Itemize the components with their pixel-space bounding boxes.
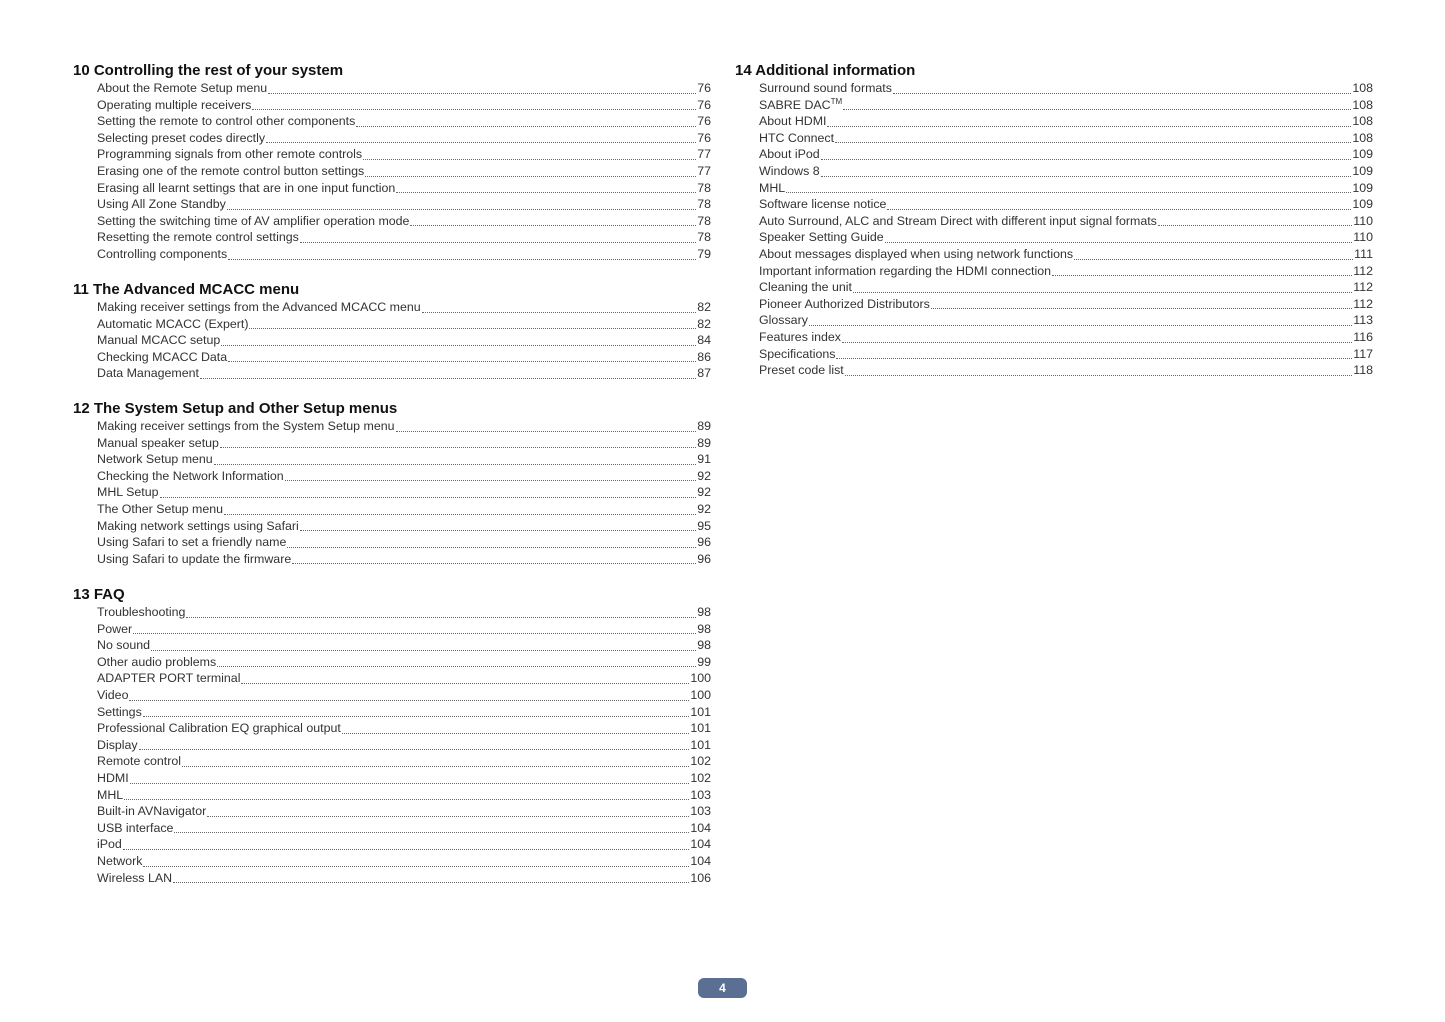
section-heading[interactable]: 14 Additional information <box>735 62 916 79</box>
entry-page-number: 98 <box>697 621 711 636</box>
toc-section <box>73 400 711 567</box>
entry-title: Wireless LAN <box>97 870 173 885</box>
entry-page-number: 113 <box>1353 313 1373 328</box>
dot-leader <box>182 766 689 767</box>
entry-title: No sound <box>97 638 151 653</box>
entry-page-number: 108 <box>1352 130 1373 145</box>
entry-page-number: 112 <box>1353 263 1373 278</box>
entry-title: Setting the remote to control other components <box>97 114 356 129</box>
toc-entry[interactable] <box>97 435 711 452</box>
entry-page-number: 77 <box>697 163 711 178</box>
entry-page-number: 91 <box>697 452 711 467</box>
toc-entry[interactable] <box>97 654 711 671</box>
toc-entry[interactable] <box>97 770 711 787</box>
entry-title: Using Safari to update the firmware <box>97 551 292 566</box>
dot-leader <box>845 375 1353 376</box>
dot-leader <box>786 192 1351 193</box>
toc-entry[interactable] <box>759 97 1373 114</box>
entry-page-number: 76 <box>697 114 711 129</box>
dot-leader <box>217 666 696 667</box>
dot-leader <box>224 514 696 515</box>
entry-page-number: 92 <box>697 501 711 516</box>
toc-entry[interactable] <box>97 720 711 737</box>
entry-title: Built-in AVNavigator <box>97 804 207 819</box>
entry-title: Glossary <box>759 313 808 328</box>
entry-title: Resetting the remote control settings <box>97 230 299 245</box>
toc-section <box>73 586 711 886</box>
dot-leader <box>365 176 696 177</box>
toc-section <box>73 62 711 263</box>
entry-page-number: 104 <box>690 853 711 868</box>
entry-title: About messages displayed when using network functions <box>759 246 1074 261</box>
toc-entry[interactable] <box>97 418 711 435</box>
dot-leader <box>207 816 689 817</box>
dot-leader <box>410 225 696 226</box>
entry-page-number: 109 <box>1352 180 1373 195</box>
toc-entry[interactable] <box>759 213 1373 230</box>
toc-entry[interactable] <box>759 146 1373 163</box>
entry-title: Network <box>97 853 143 868</box>
entry-page-number: 110 <box>1353 213 1373 228</box>
toc-entry[interactable] <box>759 130 1373 147</box>
toc-entry[interactable] <box>97 299 711 316</box>
dot-leader <box>821 176 1352 177</box>
entry-page-number: 104 <box>690 837 711 852</box>
dot-leader <box>143 866 689 867</box>
dot-leader <box>292 563 696 564</box>
entry-title: Making receiver settings from the System Setup menu <box>97 419 395 433</box>
toc-entry[interactable] <box>97 551 711 568</box>
entry-page-number: 79 <box>697 246 711 261</box>
entry-page-number: 112 <box>1353 280 1373 295</box>
dot-leader <box>268 93 696 94</box>
entry-title: Settings <box>97 704 142 719</box>
entry-page-number: 102 <box>690 754 711 769</box>
dot-leader <box>249 328 696 329</box>
toc-entry[interactable] <box>759 296 1373 313</box>
entry-title: Using Safari to set a friendly name <box>97 535 287 550</box>
entry-page-number: 109 <box>1352 163 1373 178</box>
entry-page-number: 78 <box>697 213 711 228</box>
entry-title: Windows 8 <box>759 163 820 178</box>
dot-leader <box>422 312 697 313</box>
toc-entry[interactable] <box>97 332 711 349</box>
dot-leader <box>893 93 1351 94</box>
entry-title: About iPod <box>759 147 820 162</box>
dot-leader <box>287 547 696 548</box>
entry-title: Selecting preset codes directly <box>97 130 266 145</box>
entry-page-number: 108 <box>1352 97 1373 112</box>
entry-page-number: 78 <box>697 230 711 245</box>
dot-leader <box>139 749 690 750</box>
entry-title: Making receiver settings from the Advanced MCACC menu <box>97 300 421 314</box>
entry-title: MHL Setup <box>97 485 159 500</box>
toc-entry[interactable] <box>97 753 711 770</box>
dot-leader <box>124 799 689 800</box>
toc-entry[interactable] <box>97 621 711 638</box>
entry-title: Making network settings using Safari <box>97 518 299 533</box>
entry-page-number: 109 <box>1352 147 1373 162</box>
entry-page-number: 117 <box>1353 346 1373 361</box>
dot-leader <box>300 242 696 243</box>
entry-page-number: 76 <box>697 81 711 95</box>
entry-title: MHL <box>97 787 124 802</box>
dot-leader <box>356 126 696 127</box>
toc-entry[interactable] <box>759 279 1373 296</box>
toc-entry[interactable] <box>97 737 711 754</box>
dot-leader <box>821 159 1352 160</box>
entry-title: Manual MCACC setup <box>97 333 221 348</box>
section-heading[interactable]: 11 The Advanced MCACC menu <box>73 281 300 298</box>
entry-title: About the Remote Setup menu <box>97 81 268 95</box>
dot-leader <box>173 882 689 883</box>
entry-title: Controlling components <box>97 246 228 261</box>
entry-page-number: 77 <box>697 147 711 162</box>
entry-title: Features index <box>759 329 841 344</box>
toc-entry[interactable] <box>759 80 1373 97</box>
toc-entry[interactable] <box>759 362 1373 379</box>
entry-page-number: 86 <box>697 349 711 364</box>
entry-page-number: 78 <box>697 197 711 212</box>
toc-entry[interactable] <box>97 451 711 468</box>
page-number-badge: 4 <box>698 978 747 998</box>
entry-title: Checking the Network Information <box>97 468 284 483</box>
toc-entry[interactable] <box>97 604 711 621</box>
entry-title: Erasing all learnt settings that are in one input function <box>97 180 396 195</box>
toc-section <box>73 281 711 382</box>
dot-leader <box>842 342 1352 343</box>
toc-entry[interactable] <box>97 349 711 366</box>
entry-title: Speaker Setting Guide <box>759 230 884 245</box>
toc-entry[interactable] <box>97 704 711 721</box>
entry-page-number: 98 <box>697 605 711 619</box>
toc-entry[interactable] <box>97 80 711 97</box>
dot-leader <box>300 530 696 531</box>
section-heading[interactable]: 10 Controlling the rest of your system <box>73 62 344 79</box>
entry-title: Erasing one of the remote control button settings <box>97 163 365 178</box>
entry-title: Data Management <box>97 366 199 381</box>
entry-page-number: 76 <box>697 130 711 145</box>
entry-page-number: 106 <box>690 870 711 885</box>
toc-entry[interactable] <box>759 163 1373 180</box>
toc-entry[interactable] <box>97 484 711 501</box>
toc-entry[interactable] <box>97 534 711 551</box>
dot-leader <box>227 209 696 210</box>
toc-entry[interactable] <box>759 263 1373 280</box>
toc-entry[interactable] <box>97 687 711 704</box>
toc-entry[interactable] <box>759 229 1373 246</box>
dot-leader <box>836 358 1352 359</box>
entry-title: Specifications <box>759 346 836 361</box>
toc-entry[interactable] <box>97 213 711 230</box>
dot-leader <box>809 325 1352 326</box>
entry-title: Preset code list <box>759 363 844 378</box>
trademark-superscript: TM <box>830 96 843 106</box>
entry-page-number: 101 <box>690 737 711 752</box>
toc-entry[interactable] <box>97 316 711 333</box>
entry-page-number: 111 <box>1354 246 1373 261</box>
dot-leader <box>151 650 696 651</box>
entry-page-number: 98 <box>697 638 711 653</box>
toc-entry[interactable] <box>97 97 711 114</box>
toc-section <box>735 62 1373 379</box>
toc-entry[interactable] <box>759 329 1373 346</box>
toc-entry[interactable] <box>97 130 711 147</box>
entry-page-number: 100 <box>690 687 711 702</box>
toc-entry[interactable] <box>97 670 711 687</box>
toc-entry[interactable] <box>759 312 1373 329</box>
dot-leader <box>827 126 1351 127</box>
entry-page-number: 78 <box>697 180 711 195</box>
dot-leader <box>133 633 696 634</box>
entry-title: Manual speaker setup <box>97 435 219 450</box>
entry-page-number: 104 <box>690 820 711 835</box>
toc-entry[interactable] <box>759 180 1373 197</box>
dot-leader <box>885 242 1353 243</box>
toc-entry[interactable] <box>759 196 1373 213</box>
toc-entry[interactable] <box>97 820 711 837</box>
dot-leader <box>843 109 1351 110</box>
entry-title: ADAPTER PORT terminal <box>97 671 241 686</box>
entry-page-number: 100 <box>690 671 711 686</box>
dot-leader <box>221 345 696 346</box>
toc-entry[interactable] <box>97 518 711 535</box>
entry-title: Checking MCACC Data <box>97 349 228 364</box>
entry-page-number: 95 <box>697 518 711 533</box>
entry-title: Auto Surround, ALC and Stream Direct with different input signal formats <box>759 213 1157 228</box>
entry-page-number: 109 <box>1352 197 1373 212</box>
dot-leader <box>285 480 697 481</box>
toc-entry[interactable] <box>97 468 711 485</box>
entry-title: About HDMI <box>759 114 827 129</box>
dot-leader <box>1074 259 1353 260</box>
dot-leader <box>342 733 689 734</box>
dot-leader <box>143 716 690 717</box>
dot-leader <box>160 497 697 498</box>
entry-page-number: 89 <box>697 419 711 433</box>
entry-page-number: 108 <box>1352 81 1373 95</box>
entry-page-number: 96 <box>697 535 711 550</box>
toc-entry[interactable] <box>97 229 711 246</box>
entry-title: Other audio problems <box>97 654 217 669</box>
dot-leader <box>363 159 696 160</box>
toc-entry[interactable] <box>97 180 711 197</box>
section-heading[interactable]: 12 The System Setup and Other Setup menus <box>73 400 398 417</box>
toc-entry[interactable] <box>759 113 1373 130</box>
entry-title: MHL <box>759 180 786 195</box>
toc-entry[interactable] <box>97 365 711 382</box>
entry-page-number: 112 <box>1353 296 1373 311</box>
dot-leader <box>1158 225 1352 226</box>
dot-leader <box>228 259 696 260</box>
entry-title: iPod <box>97 837 122 852</box>
entry-page-number: 82 <box>697 316 711 331</box>
entry-page-number: 96 <box>697 551 711 566</box>
entry-title: Power <box>97 621 133 636</box>
dot-leader <box>266 142 696 143</box>
toc-entry[interactable] <box>97 853 711 870</box>
entry-title: USB interface <box>97 820 174 835</box>
entry-page-number: 110 <box>1353 230 1373 245</box>
toc-entry[interactable] <box>97 246 711 263</box>
entry-page-number: 89 <box>697 435 711 450</box>
entry-page-number: 108 <box>1352 114 1373 129</box>
section-heading[interactable]: 13 FAQ <box>73 586 125 603</box>
entry-title: Surround sound formats <box>759 81 892 95</box>
toc-entry[interactable] <box>97 196 711 213</box>
entry-title: Display <box>97 737 138 752</box>
entry-title: Pioneer Authorized Distributors <box>759 296 930 311</box>
entry-page-number: 99 <box>697 654 711 669</box>
entry-page-number: 76 <box>697 97 711 112</box>
dot-leader <box>200 378 696 379</box>
entry-page-number: 103 <box>690 804 711 819</box>
entry-title: Programming signals from other remote controls <box>97 147 363 162</box>
toc-entry[interactable] <box>97 501 711 518</box>
entry-title: Remote control <box>97 754 182 769</box>
dot-leader <box>129 700 689 701</box>
entry-title: Important information regarding the HDMI connection <box>759 263 1052 278</box>
entry-title: Using All Zone Standby <box>97 197 226 212</box>
entry-page-number: 103 <box>690 787 711 802</box>
dot-leader <box>241 683 689 684</box>
dot-leader <box>1052 275 1352 276</box>
entry-title: HTC Connect <box>759 130 835 145</box>
dot-leader <box>835 142 1351 143</box>
dot-leader <box>214 464 697 465</box>
dot-leader <box>186 617 696 618</box>
entry-title: Operating multiple receivers <box>97 97 252 112</box>
entry-page-number: 118 <box>1353 363 1373 378</box>
entry-title: Professional Calibration EQ graphical output <box>97 721 341 736</box>
toc-entry[interactable] <box>97 787 711 804</box>
dot-leader <box>130 783 690 784</box>
toc-entry[interactable] <box>759 246 1373 263</box>
toc-entry[interactable] <box>97 146 711 163</box>
toc-entry[interactable] <box>97 163 711 180</box>
entry-title: Setting the switching time of AV amplifier operation mode <box>97 213 410 228</box>
entry-title: The Other Setup menu <box>97 501 224 516</box>
entry-page-number: 101 <box>690 704 711 719</box>
toc-entry[interactable] <box>97 836 711 853</box>
entry-page-number: 82 <box>697 300 711 314</box>
entry-page-number: 84 <box>697 333 711 348</box>
toc-entry[interactable] <box>97 870 711 887</box>
dot-leader <box>396 192 696 193</box>
dot-leader <box>853 292 1352 293</box>
entry-title: Network Setup menu <box>97 452 213 467</box>
dot-leader <box>123 849 690 850</box>
dot-leader <box>396 431 697 432</box>
dot-leader <box>220 447 696 448</box>
entry-page-number: 102 <box>690 770 711 785</box>
entry-title: SABRE DAC <box>759 97 831 112</box>
dot-leader <box>174 832 689 833</box>
dot-leader <box>252 109 696 110</box>
entry-page-number: 92 <box>697 468 711 483</box>
entry-title: Cleaning the unit <box>759 280 852 295</box>
dot-leader <box>887 209 1351 210</box>
entry-title: Automatic MCACC (Expert) <box>97 316 249 331</box>
entry-page-number: 87 <box>697 366 711 381</box>
dot-leader <box>228 361 696 362</box>
toc-entry[interactable] <box>97 113 711 130</box>
entry-title: Software license notice <box>759 197 887 212</box>
entry-page-number: 92 <box>697 485 711 500</box>
entry-title: HDMI <box>97 770 129 785</box>
dot-leader <box>931 308 1352 309</box>
toc-entry[interactable] <box>759 346 1373 363</box>
entry-page-number: 116 <box>1353 329 1373 344</box>
entry-page-number: 101 <box>690 721 711 736</box>
toc-entry[interactable] <box>97 637 711 654</box>
toc-entry[interactable] <box>97 803 711 820</box>
entry-title: Video <box>97 687 129 702</box>
entry-title: Troubleshooting <box>97 605 186 619</box>
